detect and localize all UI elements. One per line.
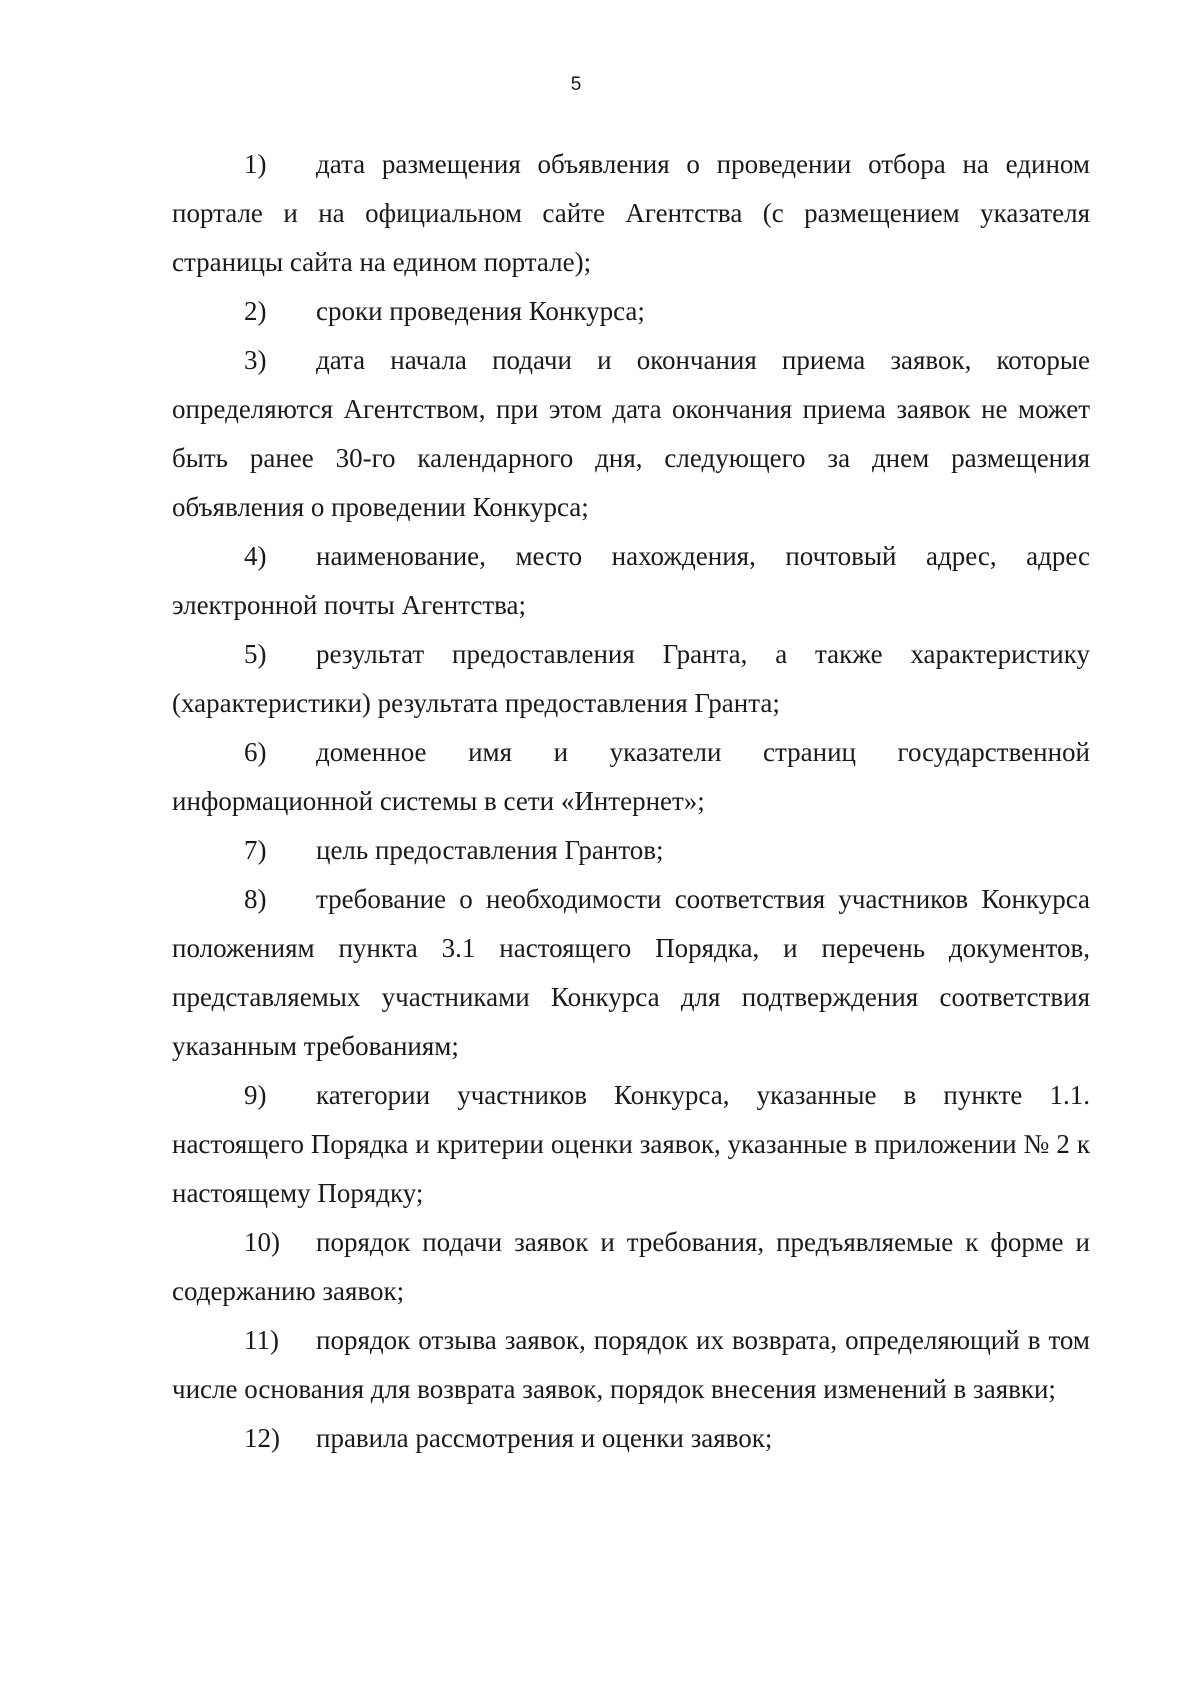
list-item-number: 9) bbox=[244, 1080, 267, 1110]
list-item bbox=[172, 1218, 1090, 1316]
list-item-text: правила рассмотрения и оценки заявок; bbox=[316, 1423, 773, 1453]
list-item bbox=[172, 1316, 1090, 1414]
page-number: 5 bbox=[570, 74, 582, 95]
list-item-number: 4) bbox=[244, 541, 267, 571]
list-item-text: наименование, место нахождения, почтовый адрес, адрес электронной почты Агентства; bbox=[172, 541, 1090, 620]
list-item-text: порядок отзыва заявок, порядок их возврата, определяющий в том числе основания для возврата заявок, порядок внесения изменений в заявки; bbox=[172, 1325, 1090, 1404]
list-item-text: дата размещения объявления о проведении отбора на едином портале и на официальном сайте Агентства (с размещением указателя страницы сайта на едином портале); bbox=[172, 149, 1090, 277]
list-item bbox=[172, 1414, 1090, 1463]
list-item-number: 3) bbox=[244, 345, 267, 375]
list-item-number: 10) bbox=[244, 1227, 280, 1257]
list-item-text: цель предоставления Грантов; bbox=[316, 835, 664, 865]
list-item bbox=[172, 728, 1090, 826]
list-item-text: дата начала подачи и окончания приема заявок, которые определяются Агентством, при этом дата окончания приема заявок не может быть ранее 30-го календарного дня, следующего за днем размещения объявления о проведении Конкурса; bbox=[172, 345, 1090, 522]
list-item bbox=[172, 630, 1090, 728]
list-item bbox=[172, 875, 1090, 1071]
list-item-number: 7) bbox=[244, 835, 267, 865]
list-item-number: 6) bbox=[244, 737, 267, 767]
list-item-text: доменное имя и указатели страниц государственной информационной системы в сети «Интернет»; bbox=[172, 737, 1090, 816]
list-item bbox=[172, 1071, 1090, 1218]
list-item bbox=[172, 140, 1090, 287]
list-item-text: сроки проведения Конкурса; bbox=[316, 296, 645, 326]
list-item bbox=[172, 287, 1090, 336]
list-item bbox=[172, 826, 1090, 875]
document-body bbox=[172, 140, 1090, 1463]
list-item-number: 11) bbox=[244, 1325, 279, 1355]
list-item-text: результат предоставления Гранта, а также характеристику (характеристики) результата предоставления Гранта; bbox=[172, 639, 1090, 718]
list-item-number: 1) bbox=[244, 149, 267, 179]
list-item-number: 5) bbox=[244, 639, 267, 669]
list-item-number: 2) bbox=[244, 296, 267, 326]
list-item-text: категории участников Конкурса, указанные в пункте 1.1. настоящего Порядка и критерии оценки заявок, указанные в приложении № 2 к настоящему Порядку; bbox=[172, 1080, 1090, 1208]
list-item bbox=[172, 532, 1090, 630]
list-item-text: требование о необходимости соответствия участников Конкурса положениям пункта 3.1 настоящего Порядка, и перечень документов, представляемых участниками Конкурса для подтверждения соответствия указанным требованиям; bbox=[172, 884, 1090, 1061]
list-item bbox=[172, 336, 1090, 532]
list-item-number: 8) bbox=[244, 884, 267, 914]
list-item-text: порядок подачи заявок и требования, предъявляемые к форме и содержанию заявок; bbox=[172, 1227, 1090, 1306]
list-item-number: 12) bbox=[244, 1423, 280, 1453]
